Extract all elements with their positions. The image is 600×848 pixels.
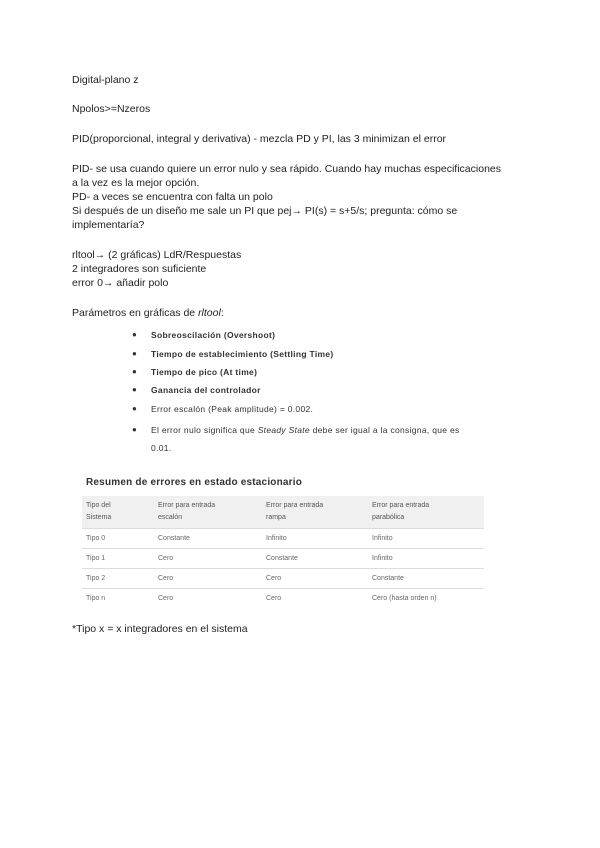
- text-parametros-heading: Parámetros en gráficas de rltool:: [72, 307, 224, 319]
- header-tipo: Tipo del Sistema: [86, 502, 112, 521]
- table-cell: Cero: [154, 549, 262, 569]
- bullet-icon: ●: [132, 330, 138, 339]
- header-rampa: Error para entrada rampa: [266, 502, 324, 521]
- table-row: [82, 549, 484, 569]
- table-row: [82, 529, 484, 549]
- text-rltool: rltool→ (2 gráficas) LdR/Respuestas: [72, 249, 242, 261]
- bullet-icon: ●: [132, 367, 138, 376]
- bullet-icon: ●: [132, 349, 138, 358]
- table-cell: Tipo 1: [82, 549, 154, 569]
- table-row: [82, 589, 484, 609]
- table-cell: Cero: [154, 569, 262, 589]
- table-title: Resumen de errores en estado estacionario: [86, 477, 303, 488]
- table-cell: Infinito: [368, 529, 484, 549]
- bullet-icon: ●: [132, 425, 138, 434]
- list-item: ● Tiempo de pico (At time): [132, 367, 258, 377]
- table-cell: Constante: [262, 549, 368, 569]
- list-item: ● Sobreoscilación (Overshoot): [132, 330, 276, 340]
- text-npolos-nzeros: Npolos>=Nzeros: [72, 103, 151, 115]
- list-item: ● El error nulo significa que Steady State debe ser igual a la consigna, que es 0.01.: [132, 421, 532, 457]
- parameter-list: [132, 328, 532, 457]
- table-cell: Tipo 0: [82, 529, 154, 549]
- footnote: *Tipo x = x integradores en el sistema: [72, 623, 248, 635]
- table-cell: Cero: [262, 589, 368, 609]
- heading-digital-plano-z: Digital-plano z: [72, 74, 139, 86]
- list-item: ● Ganancia del controlador: [132, 385, 261, 395]
- list-item: ● Tiempo de establecimiento (Settling Time): [132, 349, 334, 359]
- header-escalon: Error para entrada escalón: [158, 502, 216, 521]
- text-pid-usage-line2: a la vez es la mejor opción.: [72, 177, 200, 189]
- header-parabolica: Error para entrada parabólica: [372, 502, 430, 521]
- text-pi-question-line1: Si después de un diseño me sale un PI que pej→ PI(s) = s+5/s; pregunta: cómo se: [72, 205, 458, 217]
- text-pd-note: PD- a veces se encuentra con falta un polo: [72, 191, 273, 203]
- table-cell: Constante: [368, 569, 484, 589]
- table-cell: Infinito: [368, 549, 484, 569]
- text-pi-question-line2: implementaría?: [72, 219, 145, 231]
- table-cell: Infinito: [262, 529, 368, 549]
- table-header-row: [82, 496, 484, 529]
- table-cell: Cero: [262, 569, 368, 589]
- text-error-cero: error 0→ añadir polo: [72, 277, 169, 289]
- table-cell: Cero (hasta orden n): [368, 589, 484, 609]
- text-pid-description: PID(proporcional, integral y derivativa) - mezcla PD y PI, las 3 minimizan el error: [72, 133, 447, 145]
- text-pid-usage-line1: PID- se usa cuando quiere un error nulo y sea rápido. Cuando hay muchas especificaciones: [72, 163, 501, 175]
- steady-state-error-table: [82, 496, 484, 608]
- text-integradores: 2 integradores son suficiente: [72, 263, 207, 275]
- table-cell: Tipo 2: [82, 569, 154, 589]
- table-cell: Tipo n: [82, 589, 154, 609]
- table-cell: Constante: [154, 529, 262, 549]
- list-item: ● Error escalón (Peak amplitude) = 0.002.: [132, 404, 314, 414]
- steady-state-error-table-block: [82, 477, 488, 608]
- bullet-icon: ●: [132, 404, 138, 413]
- table-row: [82, 569, 484, 589]
- bullet-icon: ●: [132, 385, 138, 394]
- table-cell: Cero: [154, 589, 262, 609]
